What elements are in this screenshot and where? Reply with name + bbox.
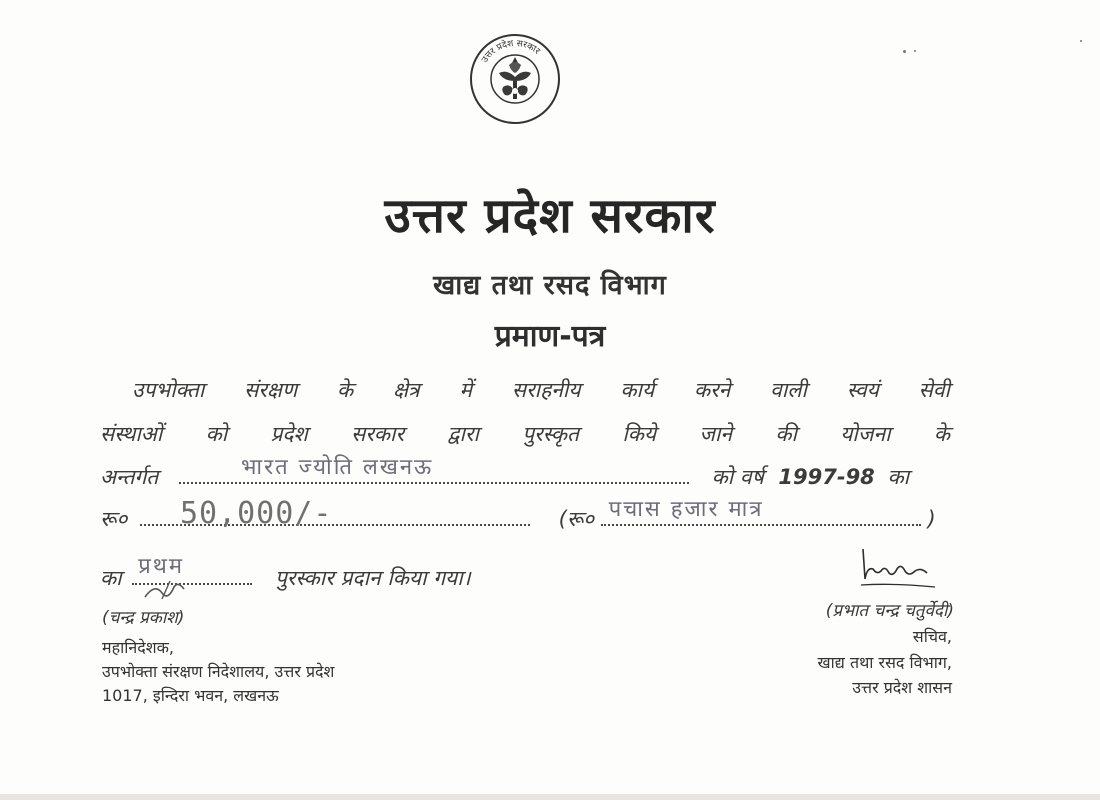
initial-mark-icon xyxy=(140,575,200,605)
up-government-emblem-icon xyxy=(469,33,561,125)
organization-fill-line xyxy=(179,455,689,484)
scan-speck xyxy=(903,50,906,53)
scan-speck xyxy=(1080,40,1082,42)
body-line-2: संस्थाओं को प्रदेश सरकार द्वारा पुरस्कृत किये जाने की योजना के xyxy=(100,422,950,446)
amount-words-handwritten: पचास हजार मात्र xyxy=(608,497,764,522)
emblem-ring-text: उत्तर प्रदेश सरकार xyxy=(480,38,542,65)
secretary-designation: सचिव, xyxy=(912,627,952,646)
rupees-open: (रू० xyxy=(558,507,595,531)
year-prefix: को वर्ष xyxy=(711,465,764,489)
organization-handwritten: भारत ज्योति लखनऊ xyxy=(240,455,434,480)
rank-prefix: का xyxy=(100,566,122,590)
antargat-label: अन्तर्गत xyxy=(100,465,159,489)
director-office: उपभोक्ता संरक्षण निदेशालय, उत्तर प्रदेश xyxy=(102,662,335,681)
award-text: पुरस्कार प्रदान किया गया। xyxy=(274,566,471,590)
secretary-name: (प्रभात चन्द्र चतुर्वेदी) xyxy=(825,601,954,621)
secretary-government: उत्तर प्रदेश शासन xyxy=(852,678,952,697)
director-name: (चन्द्र प्रकाश) xyxy=(102,608,185,628)
director-designation: महानिदेशक, xyxy=(102,638,174,657)
certificate-title: प्रमाण-पत्र xyxy=(494,319,606,354)
year-value: 1997-98 xyxy=(778,465,875,489)
body-line-4 xyxy=(100,496,950,535)
scan-speck xyxy=(914,50,916,52)
secretary-signature-icon xyxy=(855,545,940,595)
year-suffix: का xyxy=(887,465,910,489)
rank-handwritten: प्रथम xyxy=(138,554,184,579)
government-title: उत्तर प्रदेश सरकार xyxy=(384,188,716,244)
rupees-label: रू० xyxy=(100,507,128,531)
body-line-1: उपभोक्ता संरक्षण के क्षेत्र में सराहनीय कार्य करने वाली स्वयं सेवी xyxy=(132,378,950,402)
department-title: खाद्य तथा रसद विभाग xyxy=(433,270,667,301)
director-address: 1017, इन्दिरा भवन, लखनऊ xyxy=(102,686,279,705)
body-line-5 xyxy=(100,554,950,594)
rupees-close: ) xyxy=(927,507,936,531)
amount-fill-line xyxy=(140,496,530,531)
amount-handwritten: 50,000/- xyxy=(179,496,333,531)
amount-words-fill-line xyxy=(601,497,921,526)
secretary-department: खाद्य तथा रसद विभाग, xyxy=(817,653,952,672)
body-line-3 xyxy=(100,455,950,493)
